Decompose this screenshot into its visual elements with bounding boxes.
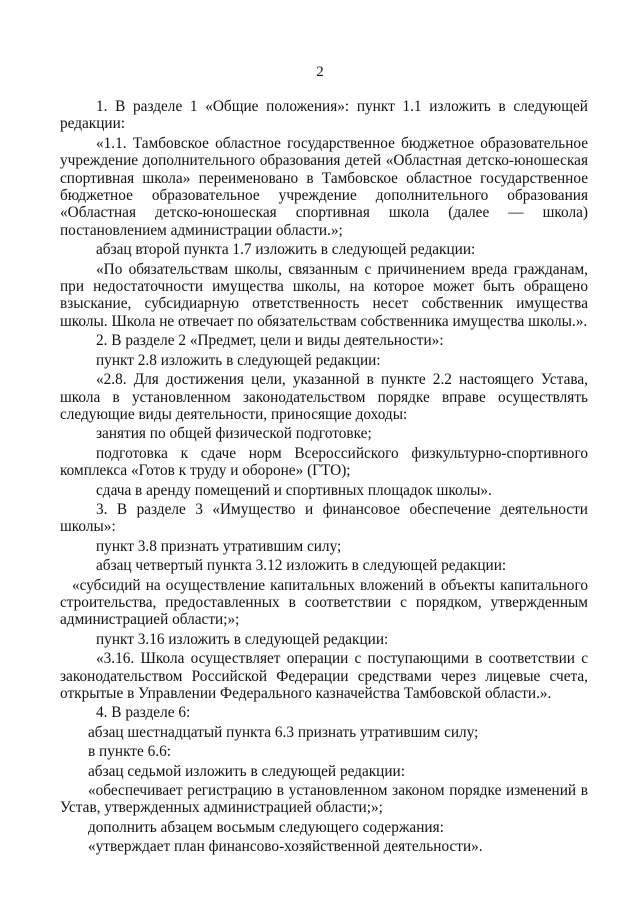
page-number: 2 <box>316 64 324 80</box>
paragraph-1: 1. В разделе 1 «Общие положения»: пункт 1.1 изложить в следующей редакции: <box>60 98 588 133</box>
paragraph-10: сдача в аренду помещений и спортивных площадок школы». <box>96 481 492 499</box>
paragraph-2: «1.1. Тамбовское областное государственное бюджетное образовательное учреждение дополнительного образования детей «Областная детско-юношеская спортивная школа» переименовано в Тамбовское областное государственное бюджетное образовательное учреждение дополнительного образования «Областная детско-юношеская спортивная школа (далее — школа) постановлением администрации области.»; <box>60 134 588 239</box>
paragraph-21: «обеспечивает регистрацию в установленном законом порядке изменений в Устав, утвержденных администрацией области;»; <box>60 782 588 817</box>
paragraph-12: пункт 3.8 признать утратившим силу; <box>96 537 342 555</box>
paragraph-13: абзац четвертый пункта 3.12 изложить в следующей редакции: <box>96 557 507 575</box>
paragraph-18: абзац шестнадцатый пункта 6.3 признать утратившим силу; <box>88 723 479 741</box>
paragraph-4: «По обязательствам школы, связанным с причинением вреда гражданам, при недостаточности имущества школы, на которое может быть обращено взыскание, субсидиарную ответственность несет собственник имущества школы. Школа не отвечает по обязательствам собственника имущества школы.». <box>60 260 588 330</box>
paragraph-22: дополнить абзацем восьмым следующего содержания: <box>88 818 444 836</box>
paragraph-23: «утверждает план финансово-хозяйственной деятельности». <box>88 838 483 856</box>
paragraph-14: «субсидий на осуществление капитальных вложений в объекты капитального строительства, предоставленных в соответствии с порядком, утвержденным администрацией области;»; <box>60 576 588 629</box>
paragraph-7: «2.8. Для достижения цели, указанной в пункте 2.2 настоящего Устава, школа в установленном законодательством порядке вправе осуществлять следующие виды деятельности, приносящие доходы: <box>60 371 588 423</box>
paragraph-15: пункт 3.16 изложить в следующей редакции: <box>96 630 389 648</box>
paragraph-11: 3. В разделе 3 «Имущество и финансовое обеспечение деятельности школы»: <box>60 500 588 536</box>
paragraph-6: пункт 2.8 изложить в следующей редакции: <box>96 351 381 369</box>
paragraph-5: 2. В разделе 2 «Предмет, цели и виды деятельности»: <box>96 332 444 350</box>
paragraph-17: 4. В разделе 6: <box>96 704 191 722</box>
paragraph-9: подготовка к сдаче норм Всероссийского физкультурно-спортивного комплекса «Готов к труду и обороне» (ГТО); <box>60 444 588 480</box>
paragraph-20: абзац седьмой изложить в следующей редакции: <box>88 762 405 780</box>
paragraph-16: «3.16. Школа осуществляет операции с поступающими в соответствии с законодательством Российской Федерации средствами через лицевые счета, открытые в Управлении Федерального казначейства Тамбовской области.». <box>60 650 588 702</box>
paragraph-8: занятия по общей физической подготовке; <box>96 425 372 443</box>
document-body <box>60 98 588 856</box>
paragraph-19: в пункте 6.6: <box>88 743 171 761</box>
paragraph-3: абзац второй пункта 1.7 изложить в следующей редакции: <box>96 241 476 259</box>
